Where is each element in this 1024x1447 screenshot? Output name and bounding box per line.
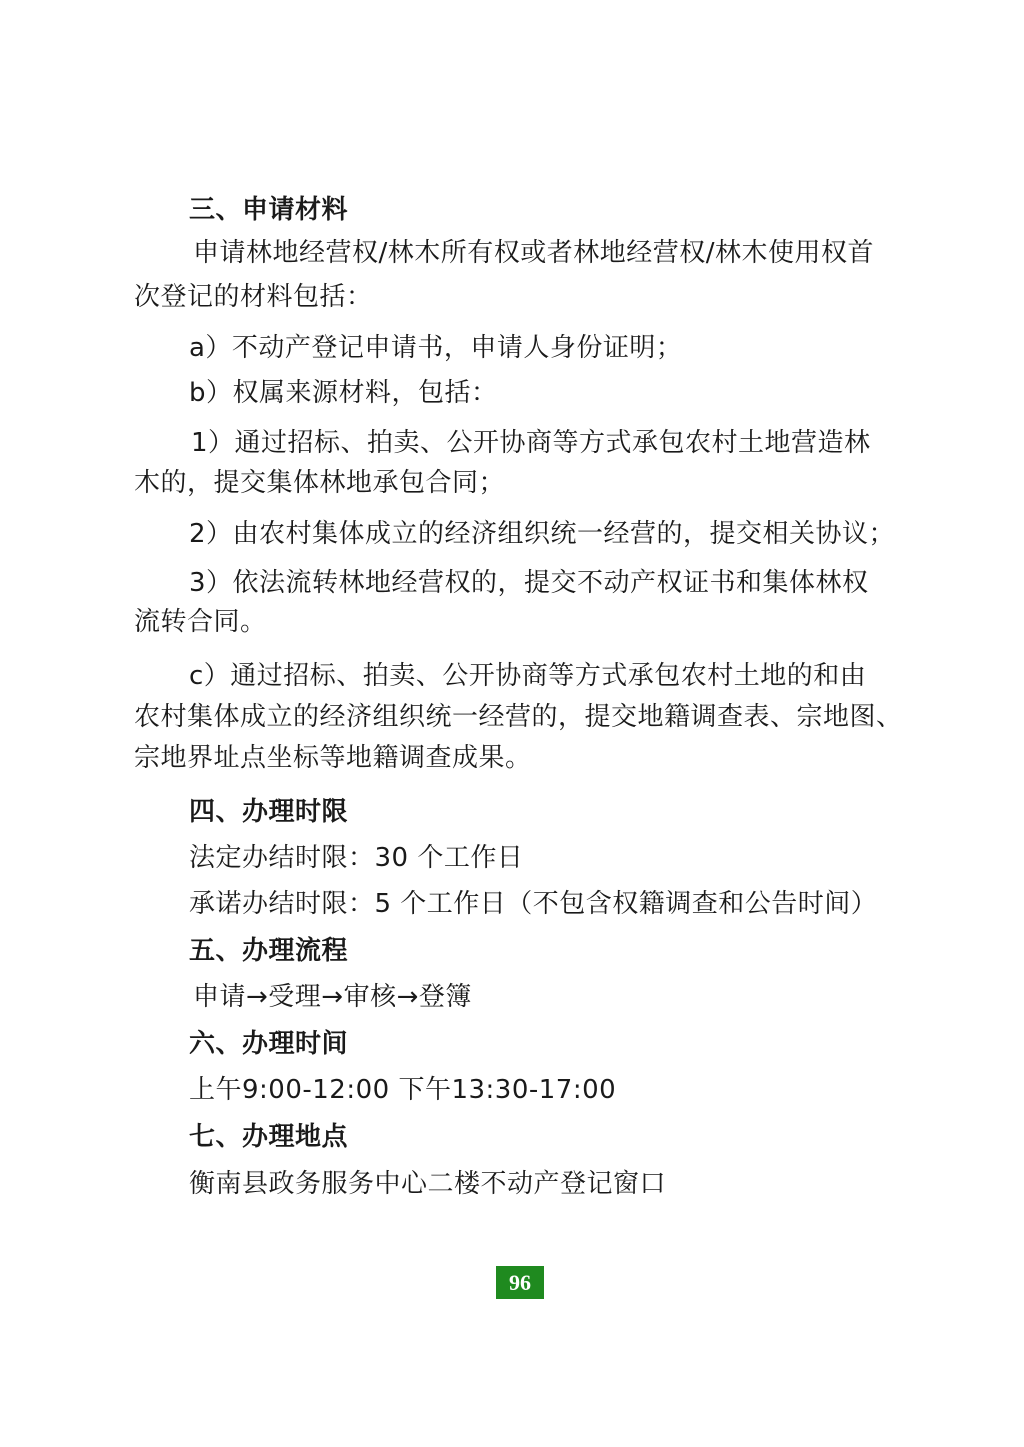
item-b3-line-2: 流转合同。 [134,607,267,637]
promised-time-limit: 承诺办结时限：5 个工作日（不包含权籍调查和公告时间） [189,889,878,919]
item-b1-line-1: 1）通过招标、拍卖、公开协商等方式承包农村土地营造林 [191,428,871,458]
section-6-heading: 六、办理时间 [189,1029,349,1059]
section-4-heading: 四、办理时限 [189,797,349,827]
legal-time-limit: 法定办结时限：30 个工作日 [189,843,524,873]
page-number-badge: 96 [496,1266,544,1299]
item-a: a）不动产登记申请书，申请人身份证明； [189,333,683,363]
section-5-heading: 五、办理流程 [189,936,349,966]
item-b2: 2）由农村集体成立的经济组织统一经营的，提交相关协议； [189,519,896,549]
process-flow: 申请→受理→审核→登簿 [193,982,472,1012]
item-b1-line-2: 木的，提交集体林地承包合同； [134,468,506,498]
section-3-intro-line-2: 次登记的材料包括： [134,282,373,312]
item-c-line-3: 宗地界址点坐标等地籍调查成果。 [134,743,532,773]
item-c-line-2: 农村集体成立的经济组织统一经营的，提交地籍调查表、宗地图、 [134,702,903,732]
item-c-line-1: c）通过招标、拍卖、公开协商等方式承包农村土地的和由 [189,661,867,691]
section-7-heading: 七、办理地点 [189,1122,349,1152]
item-b3-line-1: 3）依法流转林地经营权的，提交不动产权证书和集体林权 [189,568,869,598]
office-location: 衡南县政务服务中心二楼不动产登记窗口 [189,1169,667,1199]
office-hours: 上午9:00-12:00 下午13:30-17:00 [189,1075,617,1105]
section-3-intro-line-1: 申请林地经营权/林木所有权或者林地经营权/林木使用权首 [193,238,875,268]
item-b: b）权属来源材料，包括： [189,378,498,408]
section-3-heading: 三、申请材料 [189,195,349,225]
